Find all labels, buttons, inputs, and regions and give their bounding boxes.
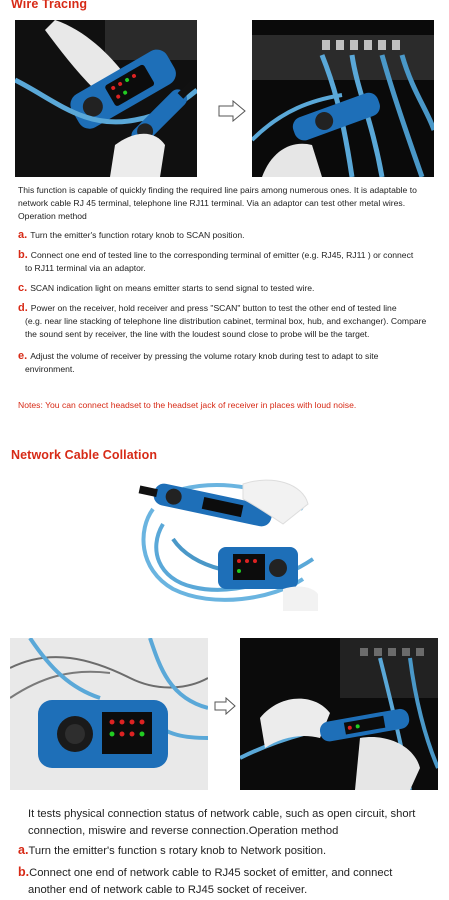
step-letter: c. [18, 282, 28, 294]
step-text-continued: (e.g. near line stacking of telephone line distribution cabinet, terminal box, hub, and exchanger). Compare the sound sent by receiver, the line with the loudest sound close to probe will be the target. [25, 316, 427, 339]
wire-tracing-intro: This function is capable of quickly finding the required line pairs among numerous ones. It is adaptable to network cable RJ 45 terminal, telephone line RJ11 terminal. Via an adaptor can test other metal wires. Operation method [18, 185, 417, 221]
step-text: Connect one end of tested line to the corresponding terminal of emitter (e.g. RJ45, RJ11 ) or connect [30, 250, 414, 260]
step-b [18, 249, 438, 275]
step2-a [18, 842, 443, 860]
step-letter: b. [18, 249, 28, 261]
step-text: Adjust the volume of receiver by pressing the volume rotary knob during test to adapt to site [30, 351, 379, 361]
step2-b [18, 864, 443, 899]
step-d [18, 302, 438, 341]
photo-cable-collation-emitter [10, 638, 208, 790]
step-c [18, 282, 438, 295]
step-letter: a. [18, 229, 28, 241]
step-letter: b. [18, 865, 30, 879]
step-text-continued: environment. [25, 364, 75, 374]
photo-cable-collation-patch-panel [240, 638, 438, 790]
step-e [18, 350, 438, 376]
headset-note: Notes: You can connect headset to the headset jack of receiver in places with loud noise. [18, 400, 357, 410]
step-text: Turn the emitter's function s rotary knob to Network position. [28, 845, 327, 857]
photo-wire-tracing-hands [15, 20, 197, 177]
photo-wire-tracing-patch-panel [252, 20, 434, 177]
step-letter: d. [18, 302, 28, 314]
network-cable-intro: It tests physical connection status of network cable, such as open circuit, short connection, miswire and reverse connection.Operation method [28, 808, 416, 837]
photo-cable-collation-devices [133, 469, 318, 611]
step-text: Power on the receiver, hold receiver and press "SCAN" button to test the other end of tested line [30, 303, 397, 313]
step-text-continued: another end of network cable to RJ45 socket of receiver. [28, 884, 308, 896]
step-text-continued: to RJ11 terminal via an adaptor. [25, 263, 146, 273]
step-text: Turn the emitter's function rotary knob to SCAN position. [30, 230, 245, 240]
step-letter: e. [18, 350, 28, 362]
step-letter: a. [18, 843, 29, 857]
step-a [18, 229, 438, 242]
section-title-network-cable-collation: Network Cable Collation [11, 448, 158, 462]
section-title-wire-tracing: Wire Tracing [11, 0, 88, 11]
arrow-right-icon [218, 100, 246, 127]
step-text: Connect one end of network cable to RJ45 socket of emitter, and connect [29, 867, 393, 879]
arrow-right-icon [214, 697, 236, 720]
step-text: SCAN indication light on means emitter starts to send signal to tested wire. [30, 283, 315, 293]
